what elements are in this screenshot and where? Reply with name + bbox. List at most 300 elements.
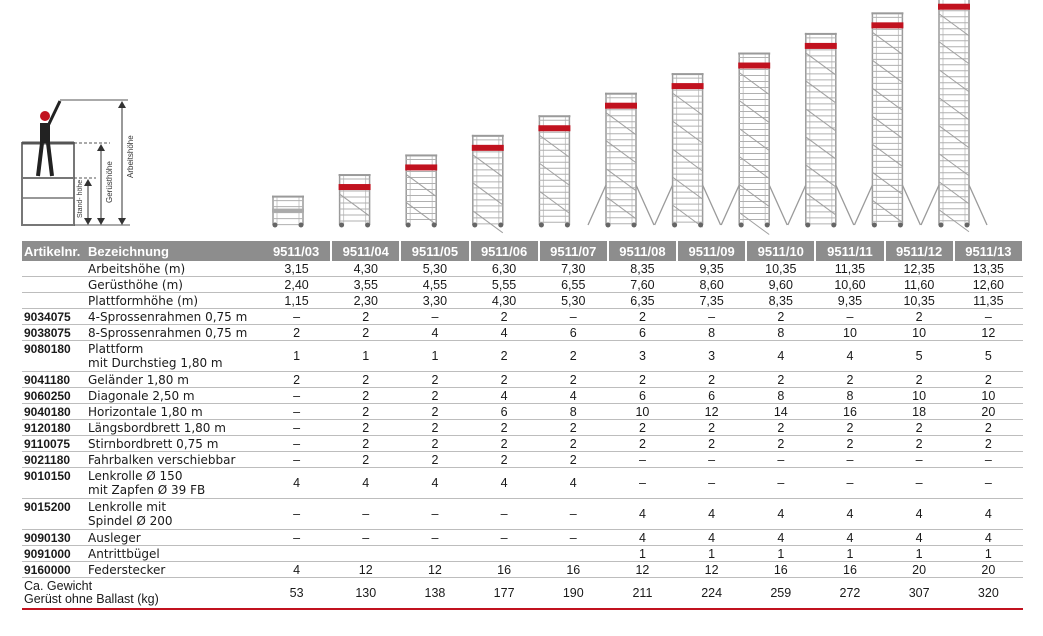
quantity-cell: 4 bbox=[746, 499, 815, 530]
table-row bbox=[22, 530, 1023, 546]
quantity-cell: 3 bbox=[677, 341, 746, 372]
quantity-cell: 10 bbox=[608, 404, 677, 420]
quantity-cell: 4,55 bbox=[400, 277, 469, 293]
scaffold-tower-icon bbox=[588, 93, 654, 228]
description-line: Stirnbordbrett 0,75 m bbox=[88, 436, 219, 451]
height-diagram bbox=[22, 100, 135, 225]
quantity-cell: 5,30 bbox=[539, 293, 608, 309]
article-number bbox=[22, 293, 84, 309]
quantity-cell: 5 bbox=[954, 341, 1023, 372]
scaffold-tower-icon bbox=[788, 33, 854, 228]
header-model: 9511/07 bbox=[539, 241, 608, 261]
article-number: 9110075 bbox=[22, 436, 84, 452]
table-row bbox=[22, 277, 1023, 293]
quantity-cell: 1 bbox=[746, 546, 815, 562]
article-number: 9034075 bbox=[22, 309, 84, 325]
quantity-cell: 2 bbox=[331, 372, 400, 388]
quantity-cell: – bbox=[954, 452, 1023, 468]
weight-cell: 259 bbox=[746, 578, 815, 610]
quantity-cell: 1 bbox=[815, 546, 884, 562]
weight-cell: 190 bbox=[539, 578, 608, 610]
quantity-cell: 12 bbox=[954, 325, 1023, 341]
description-line: Geländer 1,80 m bbox=[88, 372, 189, 387]
description-line: Diagonale 2,50 m bbox=[88, 388, 195, 403]
quantity-cell: – bbox=[262, 404, 331, 420]
quantity-cell: – bbox=[954, 309, 1023, 325]
description bbox=[84, 341, 262, 372]
quantity-cell: 2 bbox=[262, 372, 331, 388]
quantity-cell: 4 bbox=[885, 499, 954, 530]
weight-cell: 53 bbox=[262, 578, 331, 610]
label-arbeitshoehe: Arbeitshöhe bbox=[126, 135, 135, 178]
description-line-2: Spindel Ø 200 bbox=[88, 514, 173, 528]
description bbox=[84, 261, 262, 277]
quantity-cell: 2 bbox=[331, 388, 400, 404]
quantity-cell: – bbox=[539, 309, 608, 325]
description-line: Längsbordbrett 1,80 m bbox=[88, 420, 226, 435]
description bbox=[84, 530, 262, 546]
quantity-cell: 2 bbox=[539, 372, 608, 388]
weight-label-line-2: Gerüst ohne Ballast (kg) bbox=[24, 592, 159, 606]
article-number bbox=[22, 261, 84, 277]
scaffold-tower-icon bbox=[721, 53, 787, 235]
quantity-cell bbox=[400, 546, 469, 562]
description-line: Lenkrolle mit bbox=[88, 500, 167, 514]
description-line: Federstecker bbox=[88, 562, 166, 577]
quantity-cell: 8 bbox=[539, 404, 608, 420]
quantity-cell: – bbox=[262, 420, 331, 436]
article-number: 9160000 bbox=[22, 562, 84, 578]
description bbox=[84, 452, 262, 468]
scaffold-tower-icon bbox=[655, 73, 721, 227]
scaffold-tower-icon bbox=[405, 154, 437, 227]
description-line: Arbeitshöhe (m) bbox=[88, 261, 186, 276]
quantity-cell: 2 bbox=[815, 436, 884, 452]
quantity-cell: 11,60 bbox=[885, 277, 954, 293]
quantity-cell: 2 bbox=[331, 436, 400, 452]
quantity-cell: 2 bbox=[885, 309, 954, 325]
quantity-cell: 11,35 bbox=[815, 261, 884, 277]
quantity-cell: 2 bbox=[400, 404, 469, 420]
quantity-cell: – bbox=[400, 530, 469, 546]
quantity-cell: 2 bbox=[470, 420, 539, 436]
quantity-cell: 12 bbox=[677, 404, 746, 420]
quantity-cell: 2 bbox=[262, 325, 331, 341]
table-row bbox=[22, 452, 1023, 468]
description-line: 4-Sprossenrahmen 0,75 m bbox=[88, 309, 248, 324]
quantity-cell: – bbox=[746, 452, 815, 468]
weight-label-line: Ca. Gewicht bbox=[24, 579, 93, 593]
quantity-cell: – bbox=[470, 499, 539, 530]
quantity-cell: 2 bbox=[400, 388, 469, 404]
quantity-cell: 1 bbox=[262, 341, 331, 372]
quantity-cell: 6 bbox=[608, 325, 677, 341]
quantity-cell: 4,30 bbox=[331, 261, 400, 277]
quantity-cell: 2 bbox=[954, 436, 1023, 452]
quantity-cell: 10,35 bbox=[746, 261, 815, 277]
scaffold-illustration bbox=[0, 0, 1043, 240]
quantity-cell: 4 bbox=[815, 341, 884, 372]
quantity-cell: – bbox=[331, 499, 400, 530]
quantity-cell: 12,35 bbox=[885, 261, 954, 277]
header-bezeichnung: Bezeichnung bbox=[84, 241, 262, 261]
description-line-2: mit Zapfen Ø 39 FB bbox=[88, 483, 206, 497]
quantity-cell: – bbox=[400, 309, 469, 325]
quantity-cell: 10 bbox=[954, 388, 1023, 404]
header-model: 9511/03 bbox=[262, 241, 331, 261]
article-number: 9060250 bbox=[22, 388, 84, 404]
description-line: Fahrbalken verschiebbar bbox=[88, 452, 236, 467]
quantity-cell: – bbox=[885, 452, 954, 468]
description bbox=[84, 562, 262, 578]
quantity-cell: 4 bbox=[746, 530, 815, 546]
quantity-cell: 2 bbox=[470, 341, 539, 372]
quantity-cell: 2 bbox=[885, 420, 954, 436]
quantity-cell: 4 bbox=[539, 388, 608, 404]
quantity-cell: 10 bbox=[815, 325, 884, 341]
quantity-cell: 5,55 bbox=[470, 277, 539, 293]
quantity-cell: 9,35 bbox=[677, 261, 746, 277]
article-number: 9015200 bbox=[22, 499, 84, 530]
quantity-cell: 1 bbox=[331, 341, 400, 372]
quantity-cell: – bbox=[262, 452, 331, 468]
description-line: Plattform bbox=[88, 342, 144, 356]
quantity-cell: 12,60 bbox=[954, 277, 1023, 293]
quantity-cell: 16 bbox=[815, 404, 884, 420]
quantity-cell: 2 bbox=[746, 436, 815, 452]
scaffold-tower-icon bbox=[272, 196, 304, 228]
quantity-cell: 8 bbox=[746, 325, 815, 341]
article-number: 9090130 bbox=[22, 530, 84, 546]
quantity-cell: 7,30 bbox=[539, 261, 608, 277]
scaffold-tower-icon bbox=[921, 0, 987, 232]
quantity-cell: 16 bbox=[746, 562, 815, 578]
quantity-cell: 2 bbox=[400, 372, 469, 388]
quantity-cell: – bbox=[677, 468, 746, 499]
quantity-cell: 1 bbox=[608, 546, 677, 562]
quantity-cell: – bbox=[262, 499, 331, 530]
weight-cell: 320 bbox=[954, 578, 1023, 610]
table-row bbox=[22, 293, 1023, 309]
table-row bbox=[22, 309, 1023, 325]
quantity-cell: 10 bbox=[885, 325, 954, 341]
scaffold-tower-icon bbox=[854, 12, 920, 227]
quantity-cell: 4 bbox=[746, 341, 815, 372]
quantity-cell: 6 bbox=[470, 404, 539, 420]
quantity-cell: 20 bbox=[954, 404, 1023, 420]
quantity-cell: 18 bbox=[885, 404, 954, 420]
quantity-cell: – bbox=[885, 468, 954, 499]
quantity-cell: – bbox=[608, 452, 677, 468]
quantity-cell: 2 bbox=[608, 420, 677, 436]
weight-cell: 177 bbox=[470, 578, 539, 610]
quantity-cell: 2 bbox=[400, 436, 469, 452]
quantity-cell: 6,35 bbox=[608, 293, 677, 309]
article-number: 9038075 bbox=[22, 325, 84, 341]
quantity-cell: 2 bbox=[746, 372, 815, 388]
quantity-cell: 2 bbox=[470, 436, 539, 452]
quantity-cell: 4 bbox=[954, 530, 1023, 546]
quantity-cell: – bbox=[262, 436, 331, 452]
description-line: Ausleger bbox=[88, 530, 141, 545]
quantity-cell: 4 bbox=[470, 325, 539, 341]
weight-cell: 307 bbox=[885, 578, 954, 610]
quantity-cell: 2 bbox=[470, 372, 539, 388]
quantity-cell: – bbox=[677, 452, 746, 468]
quantity-cell: 2 bbox=[746, 309, 815, 325]
description bbox=[84, 372, 262, 388]
quantity-cell: 4 bbox=[400, 468, 469, 499]
quantity-cell: 2 bbox=[470, 309, 539, 325]
quantity-cell: – bbox=[954, 468, 1023, 499]
description bbox=[84, 468, 262, 499]
table-row bbox=[22, 468, 1023, 499]
quantity-cell bbox=[470, 546, 539, 562]
quantity-cell: 6 bbox=[539, 325, 608, 341]
quantity-cell: 2 bbox=[331, 420, 400, 436]
quantity-cell: 6 bbox=[608, 388, 677, 404]
quantity-cell bbox=[262, 546, 331, 562]
quantity-cell: 11,35 bbox=[954, 293, 1023, 309]
quantity-cell bbox=[331, 546, 400, 562]
quantity-cell: 2 bbox=[470, 452, 539, 468]
quantity-cell: 4 bbox=[539, 468, 608, 499]
weight-cell: 130 bbox=[331, 578, 400, 610]
scaffold-tower-icon bbox=[339, 174, 371, 227]
quantity-cell: 4 bbox=[815, 530, 884, 546]
scaffold-tower-thumbnails bbox=[272, 0, 987, 235]
quantity-cell: 2 bbox=[954, 420, 1023, 436]
quantity-cell: 2 bbox=[954, 372, 1023, 388]
table-row bbox=[22, 388, 1023, 404]
header-model: 9511/06 bbox=[470, 241, 539, 261]
quantity-cell: – bbox=[331, 530, 400, 546]
quantity-cell: 8,35 bbox=[746, 293, 815, 309]
description-line: Plattformhöhe (m) bbox=[88, 293, 199, 308]
quantity-cell: 4 bbox=[262, 468, 331, 499]
table-row bbox=[22, 420, 1023, 436]
quantity-cell: 2 bbox=[400, 420, 469, 436]
quantity-cell: 3 bbox=[608, 341, 677, 372]
quantity-cell: 9,60 bbox=[746, 277, 815, 293]
weight-cell: 224 bbox=[677, 578, 746, 610]
quantity-cell: 2,40 bbox=[262, 277, 331, 293]
quantity-cell: 7,60 bbox=[608, 277, 677, 293]
table-row bbox=[22, 325, 1023, 341]
quantity-cell: – bbox=[815, 468, 884, 499]
quantity-cell: 3,15 bbox=[262, 261, 331, 277]
quantity-cell: 16 bbox=[815, 562, 884, 578]
quantity-cell: 5,30 bbox=[400, 261, 469, 277]
quantity-cell: 2 bbox=[815, 420, 884, 436]
weight-cell: 211 bbox=[608, 578, 677, 610]
table-row bbox=[22, 404, 1023, 420]
article-number bbox=[22, 277, 84, 293]
table-row bbox=[22, 562, 1023, 578]
quantity-cell: 8 bbox=[815, 388, 884, 404]
quantity-cell: 2 bbox=[331, 309, 400, 325]
quantity-cell: 4 bbox=[677, 499, 746, 530]
header-model: 9511/12 bbox=[885, 241, 954, 261]
quantity-cell: – bbox=[815, 309, 884, 325]
weight-cell: 272 bbox=[815, 578, 884, 610]
description bbox=[84, 325, 262, 341]
description bbox=[84, 309, 262, 325]
quantity-cell: 2 bbox=[885, 372, 954, 388]
description-line: Horizontale 1,80 m bbox=[88, 404, 203, 419]
spec-table bbox=[22, 241, 1024, 610]
quantity-cell: 2 bbox=[539, 452, 608, 468]
quantity-cell: 4 bbox=[954, 499, 1023, 530]
quantity-cell: 14 bbox=[746, 404, 815, 420]
quantity-cell: 1,15 bbox=[262, 293, 331, 309]
quantity-cell: 9,35 bbox=[815, 293, 884, 309]
quantity-cell: 12 bbox=[400, 562, 469, 578]
table-row bbox=[22, 546, 1023, 562]
quantity-cell: 3,55 bbox=[331, 277, 400, 293]
weight-label bbox=[22, 578, 262, 610]
description bbox=[84, 499, 262, 530]
description-line: Antrittbügel bbox=[88, 546, 160, 561]
quantity-cell: – bbox=[746, 468, 815, 499]
table-row bbox=[22, 261, 1023, 277]
quantity-cell: 4 bbox=[400, 325, 469, 341]
quantity-cell: 4 bbox=[470, 468, 539, 499]
quantity-cell: 4 bbox=[262, 562, 331, 578]
quantity-cell: 16 bbox=[539, 562, 608, 578]
header-model: 9511/04 bbox=[331, 241, 400, 261]
table-row bbox=[22, 341, 1023, 372]
description-line: Lenkrolle Ø 150 bbox=[88, 469, 183, 483]
quantity-cell: – bbox=[470, 530, 539, 546]
quantity-cell: 10,35 bbox=[885, 293, 954, 309]
quantity-cell: 6,55 bbox=[539, 277, 608, 293]
description-line: Gerüsthöhe (m) bbox=[88, 277, 183, 292]
quantity-cell: 4 bbox=[331, 468, 400, 499]
quantity-cell: 2 bbox=[746, 420, 815, 436]
quantity-cell: 12 bbox=[677, 562, 746, 578]
article-number: 9041180 bbox=[22, 372, 84, 388]
quantity-cell: 12 bbox=[608, 562, 677, 578]
quantity-cell: 12 bbox=[331, 562, 400, 578]
quantity-cell: 6,30 bbox=[470, 261, 539, 277]
quantity-cell: – bbox=[262, 388, 331, 404]
quantity-cell: 2 bbox=[539, 341, 608, 372]
quantity-cell: 2 bbox=[677, 420, 746, 436]
quantity-cell: 2 bbox=[608, 436, 677, 452]
article-number: 9010150 bbox=[22, 468, 84, 499]
quantity-cell: 4,30 bbox=[470, 293, 539, 309]
quantity-cell: 4 bbox=[608, 530, 677, 546]
quantity-cell: 2 bbox=[608, 309, 677, 325]
quantity-cell: 2 bbox=[677, 372, 746, 388]
quantity-cell: 1 bbox=[400, 341, 469, 372]
quantity-cell: 2,30 bbox=[331, 293, 400, 309]
quantity-cell: – bbox=[539, 530, 608, 546]
quantity-cell: 1 bbox=[885, 546, 954, 562]
quantity-cell: – bbox=[677, 309, 746, 325]
header-artikelnr: Artikelnr. bbox=[22, 241, 84, 261]
table-row bbox=[22, 372, 1023, 388]
quantity-cell: – bbox=[539, 499, 608, 530]
quantity-cell: 2 bbox=[677, 436, 746, 452]
header-model: 9511/10 bbox=[746, 241, 815, 261]
quantity-cell: 20 bbox=[885, 562, 954, 578]
description bbox=[84, 404, 262, 420]
description-line-2: mit Durchstieg 1,80 m bbox=[88, 356, 223, 370]
quantity-cell: 5 bbox=[885, 341, 954, 372]
article-number: 9040180 bbox=[22, 404, 84, 420]
table-row bbox=[22, 499, 1023, 530]
header-model: 9511/09 bbox=[677, 241, 746, 261]
description bbox=[84, 277, 262, 293]
quantity-cell: 4 bbox=[815, 499, 884, 530]
quantity-cell: – bbox=[400, 499, 469, 530]
quantity-cell: 7,35 bbox=[677, 293, 746, 309]
description bbox=[84, 420, 262, 436]
quantity-cell: 4 bbox=[885, 530, 954, 546]
quantity-cell: 4 bbox=[470, 388, 539, 404]
label-geruesthoehe: Gerüsthöhe bbox=[105, 161, 114, 203]
description-line: 8-Sprossenrahmen 0,75 m bbox=[88, 325, 248, 340]
quantity-cell: 20 bbox=[954, 562, 1023, 578]
article-number: 9091000 bbox=[22, 546, 84, 562]
quantity-cell: 6 bbox=[677, 388, 746, 404]
article-number: 9120180 bbox=[22, 420, 84, 436]
quantity-cell: 8,35 bbox=[608, 261, 677, 277]
scaffold-tower-icon bbox=[472, 135, 504, 233]
description bbox=[84, 436, 262, 452]
quantity-cell: 4 bbox=[677, 530, 746, 546]
quantity-cell: 2 bbox=[331, 325, 400, 341]
quantity-cell: 2 bbox=[608, 372, 677, 388]
quantity-cell: 2 bbox=[539, 436, 608, 452]
quantity-cell: 16 bbox=[470, 562, 539, 578]
quantity-cell: 2 bbox=[400, 452, 469, 468]
quantity-cell: 8 bbox=[746, 388, 815, 404]
quantity-cell: 2 bbox=[331, 452, 400, 468]
table-row bbox=[22, 436, 1023, 452]
quantity-cell: 2 bbox=[331, 404, 400, 420]
quantity-cell: 10,60 bbox=[815, 277, 884, 293]
description bbox=[84, 388, 262, 404]
label-standhoehe: Stand- höhe bbox=[77, 179, 84, 218]
table-header-row bbox=[22, 241, 1023, 261]
quantity-cell: 13,35 bbox=[954, 261, 1023, 277]
quantity-cell: 4 bbox=[608, 499, 677, 530]
quantity-cell bbox=[539, 546, 608, 562]
weight-cell: 138 bbox=[400, 578, 469, 610]
description bbox=[84, 546, 262, 562]
quantity-cell: 8,60 bbox=[677, 277, 746, 293]
weight-row bbox=[22, 578, 1023, 610]
header-model: 9511/13 bbox=[954, 241, 1023, 261]
worker-icon bbox=[38, 101, 60, 176]
quantity-cell: 2 bbox=[539, 420, 608, 436]
article-number: 9080180 bbox=[22, 341, 84, 372]
quantity-cell: 1 bbox=[677, 546, 746, 562]
header-model: 9511/11 bbox=[815, 241, 884, 261]
quantity-cell: – bbox=[608, 468, 677, 499]
header-model: 9511/08 bbox=[608, 241, 677, 261]
quantity-cell: 10 bbox=[885, 388, 954, 404]
article-number: 9021180 bbox=[22, 452, 84, 468]
header-model: 9511/05 bbox=[400, 241, 469, 261]
description bbox=[84, 293, 262, 309]
quantity-cell: 2 bbox=[815, 372, 884, 388]
quantity-cell: 1 bbox=[954, 546, 1023, 562]
quantity-cell: 2 bbox=[885, 436, 954, 452]
